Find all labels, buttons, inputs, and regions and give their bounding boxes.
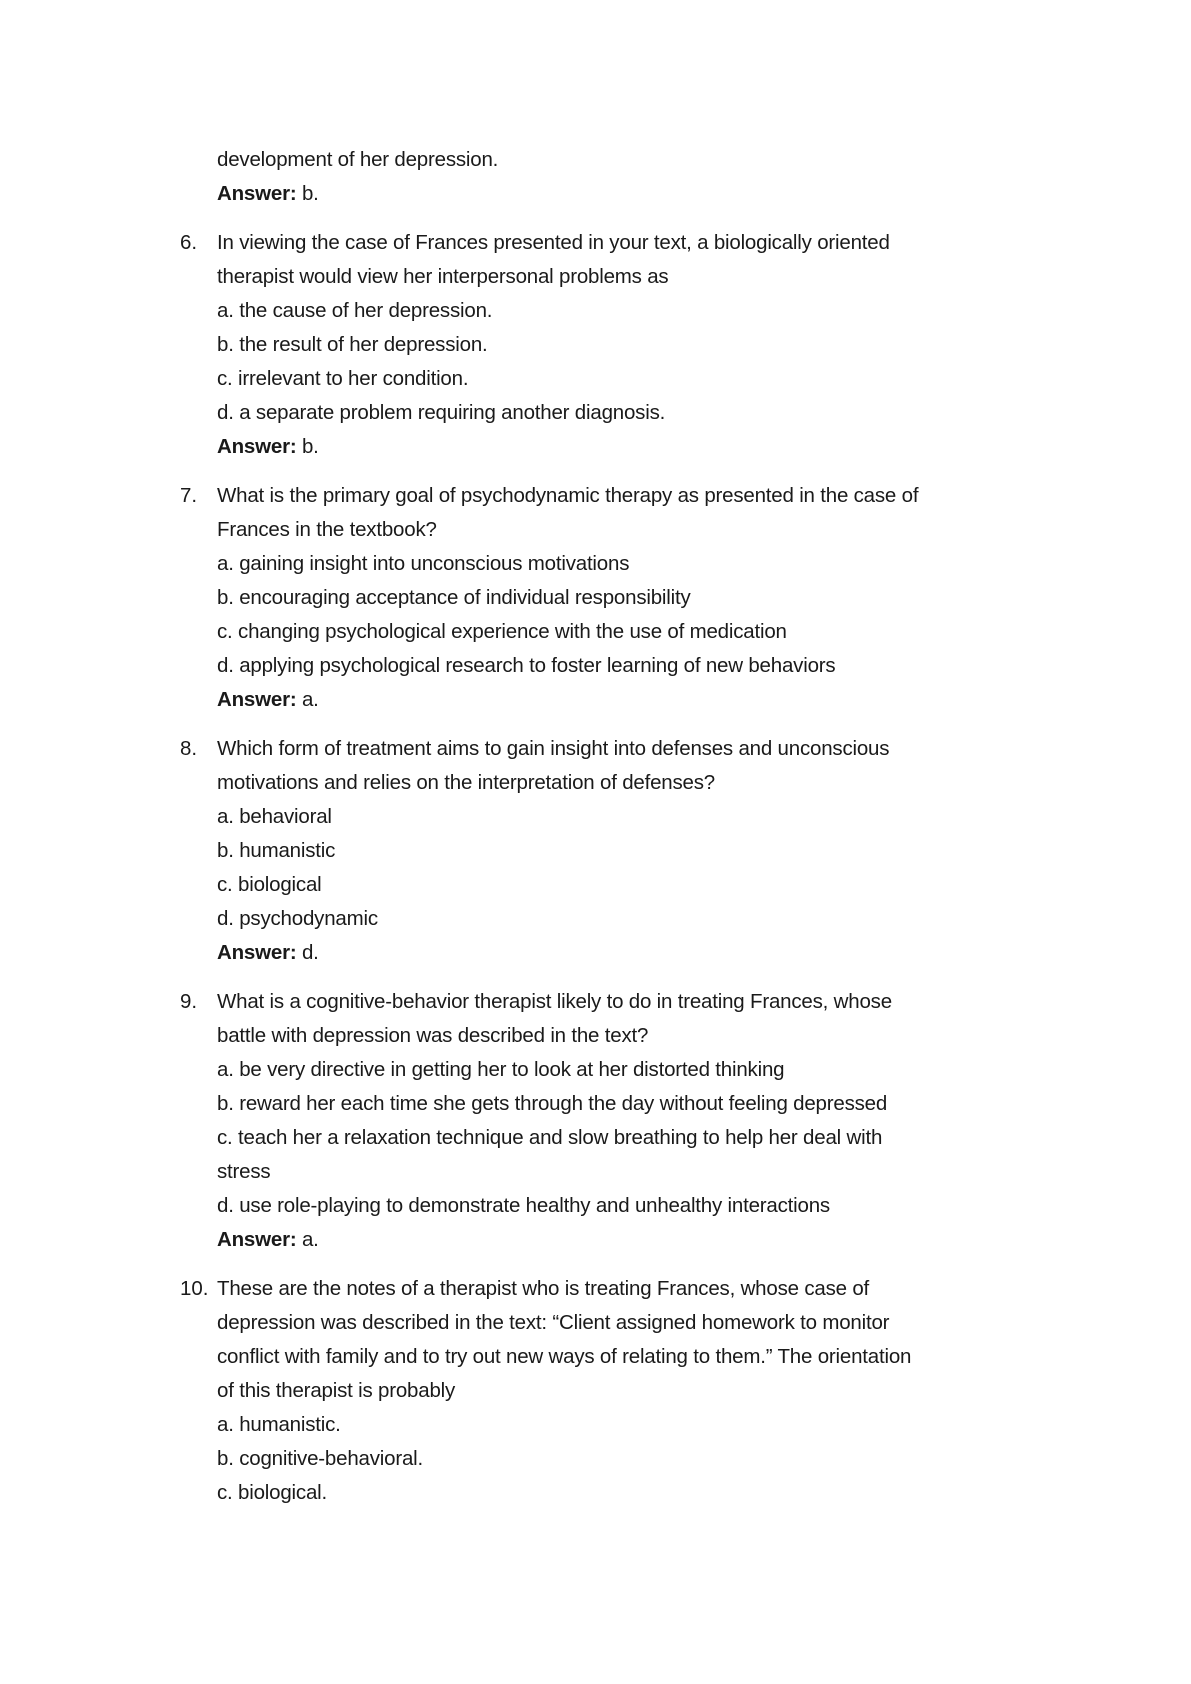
option-a: a. the cause of her depression. <box>217 299 493 322</box>
answer-line <box>217 683 1037 717</box>
answer-value: b. <box>301 182 319 205</box>
answer-line <box>217 430 1037 464</box>
question-list <box>180 143 1037 1510</box>
stem-line: of this therapist is probably <box>217 1379 456 1402</box>
stem-line: conflict with family and to try out new ways of relating to them.” The orientation <box>217 1345 912 1368</box>
option-a: a. behavioral <box>217 805 332 828</box>
option-c: c. changing psychological experience with the use of medication <box>217 620 787 643</box>
question-9 <box>180 985 1037 1257</box>
answer-value: d. <box>301 941 319 964</box>
question-number: 10. <box>180 1277 209 1300</box>
option-b: b. cognitive-behavioral. <box>217 1447 424 1470</box>
question-number: 8. <box>180 737 198 760</box>
answer-label: Answer: <box>217 1228 297 1251</box>
answer-line <box>217 177 1037 211</box>
answer-label: Answer: <box>217 941 297 964</box>
stem-line: depression was described in the text: “Client assigned homework to monitor <box>217 1311 890 1334</box>
stem-line: therapist would view her interpersonal problems as <box>217 265 669 288</box>
answer-line <box>217 1223 1037 1257</box>
option-c: c. teach her a relaxation technique and slow breathing to help her deal with <box>217 1126 883 1149</box>
question-10 <box>180 1272 1037 1510</box>
question-6 <box>180 226 1037 464</box>
answer-value: a. <box>301 1228 319 1251</box>
option-d: d. psychodynamic <box>217 907 378 930</box>
option-c-continued: stress <box>217 1160 271 1183</box>
stem-line: What is a cognitive-behavior therapist likely to do in treating Frances, whose <box>217 990 892 1013</box>
stem-line: In viewing the case of Frances presented in your text, a biologically oriented <box>217 231 890 254</box>
option-b: b. humanistic <box>217 839 336 862</box>
answer-label: Answer: <box>217 688 297 711</box>
answer-label: Answer: <box>217 182 297 205</box>
option-c: c. biological <box>217 873 322 896</box>
question-number: 9. <box>180 990 198 1013</box>
stem-line: Which form of treatment aims to gain insight into defenses and unconscious <box>217 737 890 760</box>
question-number: 6. <box>180 231 198 254</box>
question-7 <box>180 479 1037 717</box>
stem-line: motivations and relies on the interpretation of defenses? <box>217 771 715 794</box>
stem-line: Frances in the textbook? <box>217 518 437 541</box>
option-d: d. applying psychological research to foster learning of new behaviors <box>217 654 836 677</box>
stem-line: battle with depression was described in the text? <box>217 1024 649 1047</box>
option-c: c. irrelevant to her condition. <box>217 367 469 390</box>
stem-line: What is the primary goal of psychodynamic therapy as presented in the case of <box>217 484 919 507</box>
answer-value: b. <box>301 435 319 458</box>
option-d: d. a separate problem requiring another diagnosis. <box>217 401 666 424</box>
answer-label: Answer: <box>217 435 297 458</box>
option-d: d. use role-playing to demonstrate healthy and unhealthy interactions <box>217 1194 830 1217</box>
option-c: c. biological. <box>217 1481 328 1504</box>
question-number: 7. <box>180 484 198 507</box>
stem-line: These are the notes of a therapist who is treating Frances, whose case of <box>217 1277 870 1300</box>
question-8 <box>180 732 1037 970</box>
option-a: a. be very directive in getting her to look at her distorted thinking <box>217 1058 785 1081</box>
stem-line: development of her depression. <box>217 148 499 171</box>
option-b: b. reward her each time she gets through the day without feeling depressed <box>217 1092 888 1115</box>
option-a: a. humanistic. <box>217 1413 341 1436</box>
answer-line <box>217 936 1037 970</box>
option-a: a. gaining insight into unconscious motivations <box>217 552 630 575</box>
option-b: b. encouraging acceptance of individual responsibility <box>217 586 691 609</box>
option-b: b. the result of her depression. <box>217 333 488 356</box>
previous-question-tail <box>217 143 1037 211</box>
answer-value: a. <box>301 688 319 711</box>
